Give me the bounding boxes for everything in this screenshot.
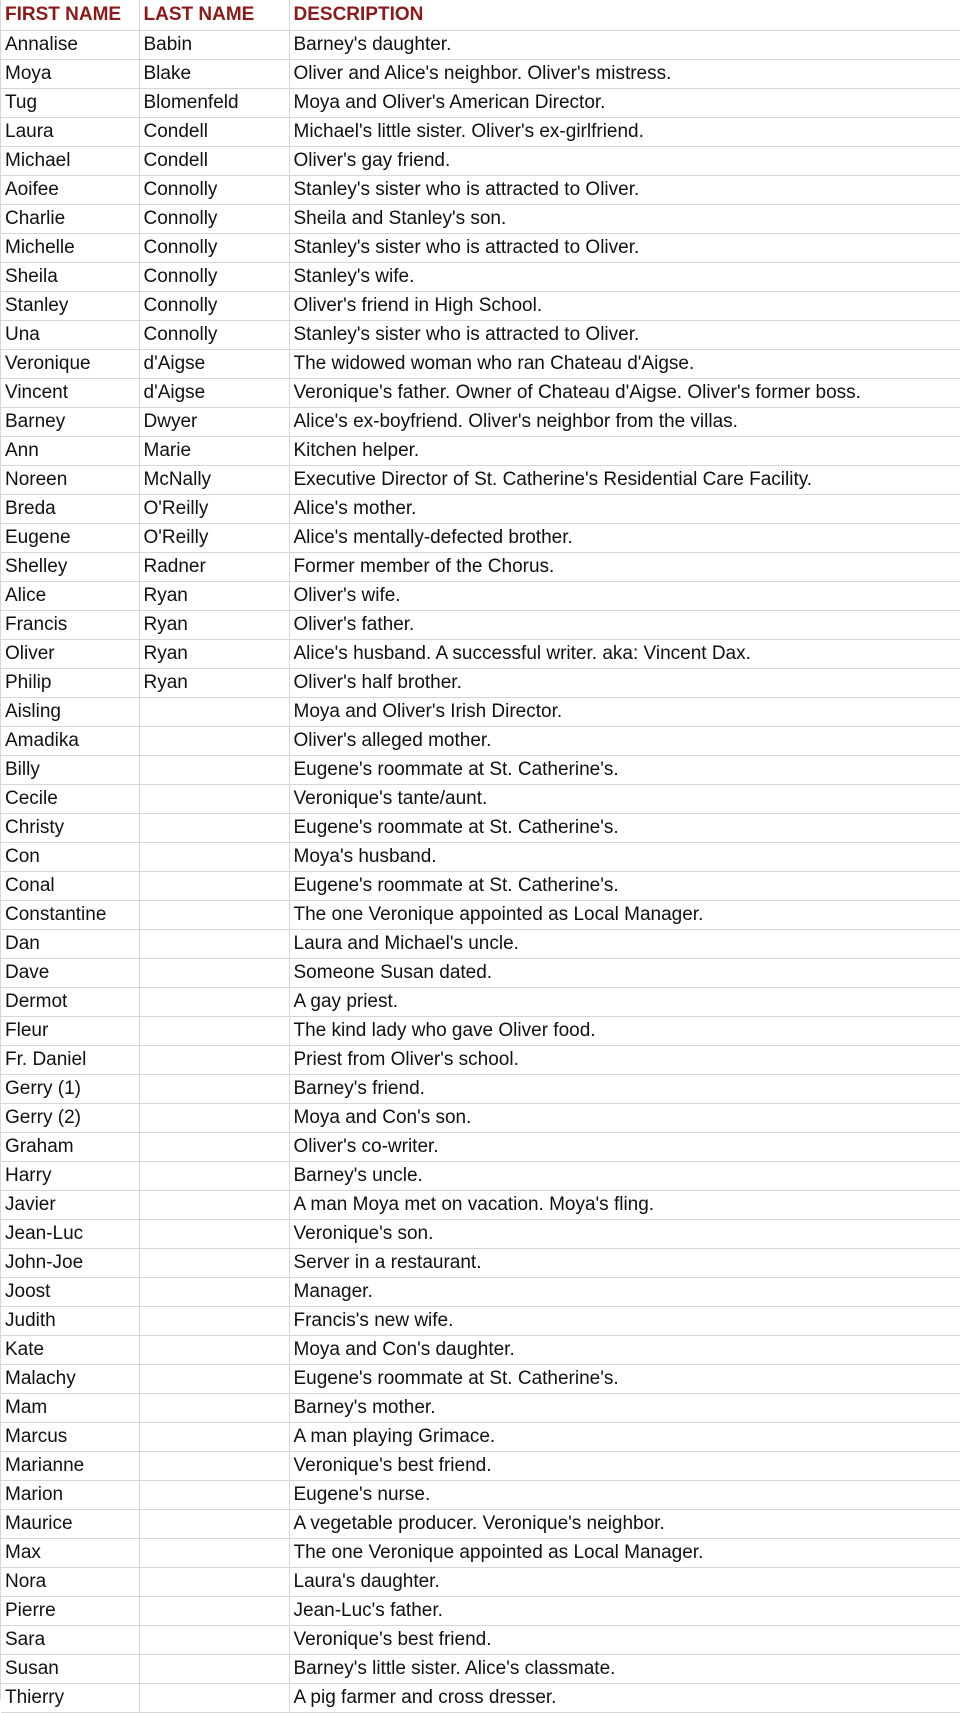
description-cell[interactable]: A man playing Grimace. <box>289 1423 960 1452</box>
description-cell[interactable]: Eugene's roommate at St. Catherine's. <box>289 872 960 901</box>
table-row <box>1 408 960 437</box>
last-name-cell[interactable]: Ryan <box>139 640 289 669</box>
description-cell[interactable]: Oliver's alleged mother. <box>289 727 960 756</box>
header-last-name[interactable]: LAST NAME <box>139 0 289 31</box>
table-row <box>1 1568 960 1597</box>
table-row <box>1 1539 960 1568</box>
last-name-cell[interactable] <box>139 1017 289 1046</box>
table-row <box>1 147 960 176</box>
first-name-cell[interactable]: Shelley <box>1 553 139 582</box>
table-row <box>1 1481 960 1510</box>
description-cell[interactable]: Alice's mentally-defected brother. <box>289 524 960 553</box>
description-cell[interactable]: A man Moya met on vacation. Moya's fling. <box>289 1191 960 1220</box>
description-cell[interactable]: Moya's husband. <box>289 843 960 872</box>
last-name-cell[interactable]: Blomenfeld <box>139 89 289 118</box>
table-row <box>1 1336 960 1365</box>
last-name-cell[interactable]: O'Reilly <box>139 524 289 553</box>
table-row <box>1 1220 960 1249</box>
table-row <box>1 89 960 118</box>
table-row <box>1 756 960 785</box>
last-name-cell[interactable]: Connolly <box>139 234 289 263</box>
table-row <box>1 1423 960 1452</box>
first-name-cell[interactable]: Tug <box>1 89 139 118</box>
table-row <box>1 611 960 640</box>
first-name-cell[interactable]: Susan <box>1 1655 139 1684</box>
last-name-cell[interactable]: Connolly <box>139 205 289 234</box>
last-name-cell[interactable]: Babin <box>139 31 289 60</box>
first-name-cell[interactable]: Barney <box>1 408 139 437</box>
table-row <box>1 60 960 89</box>
last-name-cell[interactable] <box>139 1394 289 1423</box>
first-name-cell[interactable]: Veronique <box>1 350 139 379</box>
description-cell[interactable]: Laura and Michael's uncle. <box>289 930 960 959</box>
first-name-cell[interactable]: Dave <box>1 959 139 988</box>
last-name-cell[interactable] <box>139 1278 289 1307</box>
description-cell[interactable]: Stanley's sister who is attracted to Oliver. <box>289 176 960 205</box>
first-name-cell[interactable]: Laura <box>1 118 139 147</box>
table-row <box>1 872 960 901</box>
first-name-cell[interactable]: Max <box>1 1539 139 1568</box>
table-row <box>1 785 960 814</box>
description-cell[interactable]: Barney's uncle. <box>289 1162 960 1191</box>
last-name-cell[interactable] <box>139 1365 289 1394</box>
description-cell[interactable]: Veronique's tante/aunt. <box>289 785 960 814</box>
table-row <box>1 959 960 988</box>
first-name-cell[interactable]: Oliver <box>1 640 139 669</box>
last-name-cell[interactable]: Ryan <box>139 582 289 611</box>
last-name-cell[interactable]: Ryan <box>139 611 289 640</box>
description-cell[interactable]: Eugene's roommate at St. Catherine's. <box>289 756 960 785</box>
description-cell[interactable]: Server in a restaurant. <box>289 1249 960 1278</box>
last-name-cell[interactable] <box>139 1626 289 1655</box>
description-cell[interactable]: Stanley's sister who is attracted to Oliver. <box>289 234 960 263</box>
table-row <box>1 1510 960 1539</box>
last-name-cell[interactable] <box>139 901 289 930</box>
table-row <box>1 524 960 553</box>
first-name-cell[interactable]: Con <box>1 843 139 872</box>
description-cell[interactable]: Oliver and Alice's neighbor. Oliver's mistress. <box>289 60 960 89</box>
last-name-cell[interactable] <box>139 814 289 843</box>
description-cell[interactable]: Moya and Con's son. <box>289 1104 960 1133</box>
table-row <box>1 553 960 582</box>
table-row <box>1 1191 960 1220</box>
table-row <box>1 582 960 611</box>
table-row <box>1 205 960 234</box>
description-cell[interactable]: Michael's little sister. Oliver's ex-girlfriend. <box>289 118 960 147</box>
description-cell[interactable]: Eugene's roommate at St. Catherine's. <box>289 1365 960 1394</box>
description-cell[interactable]: Moya and Oliver's Irish Director. <box>289 698 960 727</box>
first-name-cell[interactable]: Nora <box>1 1568 139 1597</box>
table-row <box>1 1046 960 1075</box>
first-name-cell[interactable]: Ann <box>1 437 139 466</box>
first-name-cell[interactable]: Joost <box>1 1278 139 1307</box>
first-name-cell[interactable]: Judith <box>1 1307 139 1336</box>
table-row <box>1 495 960 524</box>
first-name-cell[interactable]: Marianne <box>1 1452 139 1481</box>
description-cell[interactable]: Barney's friend. <box>289 1075 960 1104</box>
first-name-cell[interactable]: Constantine <box>1 901 139 930</box>
description-cell[interactable]: Stanley's wife. <box>289 263 960 292</box>
table-body <box>1 31 960 1713</box>
character-table <box>1 0 960 1713</box>
last-name-cell[interactable] <box>139 1568 289 1597</box>
first-name-cell[interactable]: John-Joe <box>1 1249 139 1278</box>
first-name-cell[interactable]: Michael <box>1 147 139 176</box>
first-name-cell[interactable]: Vincent <box>1 379 139 408</box>
last-name-cell[interactable]: Ryan <box>139 669 289 698</box>
last-name-cell[interactable]: Connolly <box>139 263 289 292</box>
table-row <box>1 1162 960 1191</box>
description-cell[interactable]: Oliver's half brother. <box>289 669 960 698</box>
table-row <box>1 118 960 147</box>
first-name-cell[interactable]: Aoifee <box>1 176 139 205</box>
last-name-cell[interactable] <box>139 1075 289 1104</box>
first-name-cell[interactable]: Philip <box>1 669 139 698</box>
table-row <box>1 1075 960 1104</box>
table-row <box>1 669 960 698</box>
last-name-cell[interactable] <box>139 1510 289 1539</box>
first-name-cell[interactable]: Mam <box>1 1394 139 1423</box>
table-row <box>1 727 960 756</box>
header-first-name[interactable]: FIRST NAME <box>1 0 139 31</box>
table-row <box>1 1626 960 1655</box>
description-cell[interactable]: Someone Susan dated. <box>289 959 960 988</box>
first-name-cell[interactable]: Sheila <box>1 263 139 292</box>
last-name-cell[interactable] <box>139 1046 289 1075</box>
last-name-cell[interactable] <box>139 843 289 872</box>
first-name-cell[interactable]: Stanley <box>1 292 139 321</box>
last-name-cell[interactable] <box>139 1191 289 1220</box>
last-name-cell[interactable]: Blake <box>139 60 289 89</box>
description-cell[interactable]: Barney's mother. <box>289 1394 960 1423</box>
first-name-cell[interactable]: Una <box>1 321 139 350</box>
table-row <box>1 1133 960 1162</box>
table-row <box>1 350 960 379</box>
description-cell[interactable]: Stanley's sister who is attracted to Oliver. <box>289 321 960 350</box>
last-name-cell[interactable]: Connolly <box>139 292 289 321</box>
description-cell[interactable]: Manager. <box>289 1278 960 1307</box>
description-cell[interactable]: Alice's mother. <box>289 495 960 524</box>
last-name-cell[interactable] <box>139 727 289 756</box>
first-name-cell[interactable]: Fr. Daniel <box>1 1046 139 1075</box>
first-name-cell[interactable]: Billy <box>1 756 139 785</box>
first-name-cell[interactable]: Annalise <box>1 31 139 60</box>
last-name-cell[interactable] <box>139 988 289 1017</box>
first-name-cell[interactable]: Michelle <box>1 234 139 263</box>
last-name-cell[interactable] <box>139 1336 289 1365</box>
description-cell[interactable]: Former member of the Chorus. <box>289 553 960 582</box>
table-row <box>1 1104 960 1133</box>
first-name-cell[interactable]: Amadika <box>1 727 139 756</box>
first-name-cell[interactable]: Kate <box>1 1336 139 1365</box>
header-row <box>1 0 960 31</box>
last-name-cell[interactable]: McNally <box>139 466 289 495</box>
description-cell[interactable]: Kitchen helper. <box>289 437 960 466</box>
last-name-cell[interactable]: Connolly <box>139 321 289 350</box>
first-name-cell[interactable]: Alice <box>1 582 139 611</box>
description-cell[interactable]: Moya and Oliver's American Director. <box>289 89 960 118</box>
table-row <box>1 1365 960 1394</box>
table-row <box>1 176 960 205</box>
table-row <box>1 263 960 292</box>
description-cell[interactable]: Oliver's father. <box>289 611 960 640</box>
first-name-cell[interactable]: Marcus <box>1 1423 139 1452</box>
description-cell[interactable]: The widowed woman who ran Chateau d'Aigse. <box>289 350 960 379</box>
first-name-cell[interactable]: Christy <box>1 814 139 843</box>
last-name-cell[interactable]: d'Aigse <box>139 379 289 408</box>
first-name-cell[interactable]: Malachy <box>1 1365 139 1394</box>
description-cell[interactable]: Moya and Con's daughter. <box>289 1336 960 1365</box>
table-row <box>1 814 960 843</box>
first-name-cell[interactable]: Aisling <box>1 698 139 727</box>
table-row <box>1 1655 960 1684</box>
table-row <box>1 292 960 321</box>
first-name-cell[interactable]: Cecile <box>1 785 139 814</box>
description-cell[interactable]: The one Veronique appointed as Local Manager. <box>289 1539 960 1568</box>
header-description[interactable]: DESCRIPTION <box>289 0 960 31</box>
description-cell[interactable]: Francis's new wife. <box>289 1307 960 1336</box>
last-name-cell[interactable]: Condell <box>139 147 289 176</box>
description-cell[interactable]: Jean-Luc's father. <box>289 1597 960 1626</box>
table-row <box>1 1394 960 1423</box>
last-name-cell[interactable] <box>139 1162 289 1191</box>
last-name-cell[interactable] <box>139 1539 289 1568</box>
description-cell[interactable]: Laura's daughter. <box>289 1568 960 1597</box>
last-name-cell[interactable] <box>139 1423 289 1452</box>
table-row <box>1 988 960 1017</box>
description-cell[interactable]: Eugene's nurse. <box>289 1481 960 1510</box>
first-name-cell[interactable]: Pierre <box>1 1597 139 1626</box>
table-row <box>1 1452 960 1481</box>
first-name-cell[interactable]: Francis <box>1 611 139 640</box>
last-name-cell[interactable] <box>139 930 289 959</box>
last-name-cell[interactable] <box>139 1655 289 1684</box>
first-name-cell[interactable]: Graham <box>1 1133 139 1162</box>
description-cell[interactable]: The one Veronique appointed as Local Manager. <box>289 901 960 930</box>
last-name-cell[interactable]: Connolly <box>139 176 289 205</box>
description-cell[interactable]: Barney's daughter. <box>289 31 960 60</box>
first-name-cell[interactable]: Moya <box>1 60 139 89</box>
table-row <box>1 843 960 872</box>
last-name-cell[interactable] <box>139 1481 289 1510</box>
first-name-cell[interactable]: Marion <box>1 1481 139 1510</box>
description-cell[interactable]: Veronique's son. <box>289 1220 960 1249</box>
table-row <box>1 930 960 959</box>
description-cell[interactable]: Oliver's friend in High School. <box>289 292 960 321</box>
table-row <box>1 1249 960 1278</box>
first-name-cell[interactable]: Jean-Luc <box>1 1220 139 1249</box>
last-name-cell[interactable]: Condell <box>139 118 289 147</box>
first-name-cell[interactable]: Sara <box>1 1626 139 1655</box>
table-row <box>1 379 960 408</box>
last-name-cell[interactable] <box>139 1684 289 1713</box>
description-cell[interactable]: A gay priest. <box>289 988 960 1017</box>
first-name-cell[interactable]: Dermot <box>1 988 139 1017</box>
table-row <box>1 640 960 669</box>
first-name-cell[interactable]: Gerry (2) <box>1 1104 139 1133</box>
first-name-cell[interactable]: Noreen <box>1 466 139 495</box>
first-name-cell[interactable]: Javier <box>1 1191 139 1220</box>
table-row <box>1 1597 960 1626</box>
first-name-cell[interactable]: Charlie <box>1 205 139 234</box>
table-row <box>1 1684 960 1713</box>
last-name-cell[interactable] <box>139 1104 289 1133</box>
first-name-cell[interactable]: Maurice <box>1 1510 139 1539</box>
description-cell[interactable]: Oliver's co-writer. <box>289 1133 960 1162</box>
table-row <box>1 1278 960 1307</box>
last-name-cell[interactable] <box>139 1452 289 1481</box>
description-cell[interactable]: A vegetable producer. Veronique's neighbor. <box>289 1510 960 1539</box>
table-row <box>1 31 960 60</box>
last-name-cell[interactable] <box>139 872 289 901</box>
table-row <box>1 901 960 930</box>
first-name-cell[interactable]: Dan <box>1 930 139 959</box>
last-name-cell[interactable]: Radner <box>139 553 289 582</box>
table-row <box>1 321 960 350</box>
last-name-cell[interactable] <box>139 1597 289 1626</box>
description-cell[interactable]: Sheila and Stanley's son. <box>289 205 960 234</box>
table-row <box>1 1017 960 1046</box>
description-cell[interactable]: Veronique's best friend. <box>289 1626 960 1655</box>
description-cell[interactable]: Veronique's father. Owner of Chateau d'Aigse. Oliver's former boss. <box>289 379 960 408</box>
description-cell[interactable]: The kind lady who gave Oliver food. <box>289 1017 960 1046</box>
last-name-cell[interactable]: O'Reilly <box>139 495 289 524</box>
last-name-cell[interactable] <box>139 698 289 727</box>
last-name-cell[interactable] <box>139 1133 289 1162</box>
description-cell[interactable]: Priest from Oliver's school. <box>289 1046 960 1075</box>
last-name-cell[interactable] <box>139 756 289 785</box>
description-cell[interactable]: Barney's little sister. Alice's classmate. <box>289 1655 960 1684</box>
first-name-cell[interactable]: Eugene <box>1 524 139 553</box>
first-name-cell[interactable]: Harry <box>1 1162 139 1191</box>
description-cell[interactable]: Oliver's gay friend. <box>289 147 960 176</box>
last-name-cell[interactable] <box>139 785 289 814</box>
first-name-cell[interactable]: Conal <box>1 872 139 901</box>
table-row <box>1 698 960 727</box>
table-row <box>1 234 960 263</box>
description-cell[interactable]: Veronique's best friend. <box>289 1452 960 1481</box>
table-row <box>1 437 960 466</box>
description-cell[interactable]: Oliver's wife. <box>289 582 960 611</box>
description-cell[interactable]: Alice's husband. A successful writer. aka: Vincent Dax. <box>289 640 960 669</box>
last-name-cell[interactable]: Marie <box>139 437 289 466</box>
last-name-cell[interactable] <box>139 1307 289 1336</box>
last-name-cell[interactable] <box>139 1220 289 1249</box>
first-name-cell[interactable]: Fleur <box>1 1017 139 1046</box>
first-name-cell[interactable]: Thierry <box>1 1684 139 1713</box>
description-cell[interactable]: Eugene's roommate at St. Catherine's. <box>289 814 960 843</box>
first-name-cell[interactable]: Breda <box>1 495 139 524</box>
last-name-cell[interactable]: Dwyer <box>139 408 289 437</box>
description-cell[interactable]: A pig farmer and cross dresser. <box>289 1684 960 1713</box>
last-name-cell[interactable] <box>139 1249 289 1278</box>
description-cell[interactable]: Alice's ex-boyfriend. Oliver's neighbor from the villas. <box>289 408 960 437</box>
table-row <box>1 466 960 495</box>
table-row <box>1 1307 960 1336</box>
last-name-cell[interactable]: d'Aigse <box>139 350 289 379</box>
last-name-cell[interactable] <box>139 959 289 988</box>
first-name-cell[interactable]: Gerry (1) <box>1 1075 139 1104</box>
description-cell[interactable]: Executive Director of St. Catherine's Residential Care Facility. <box>289 466 960 495</box>
